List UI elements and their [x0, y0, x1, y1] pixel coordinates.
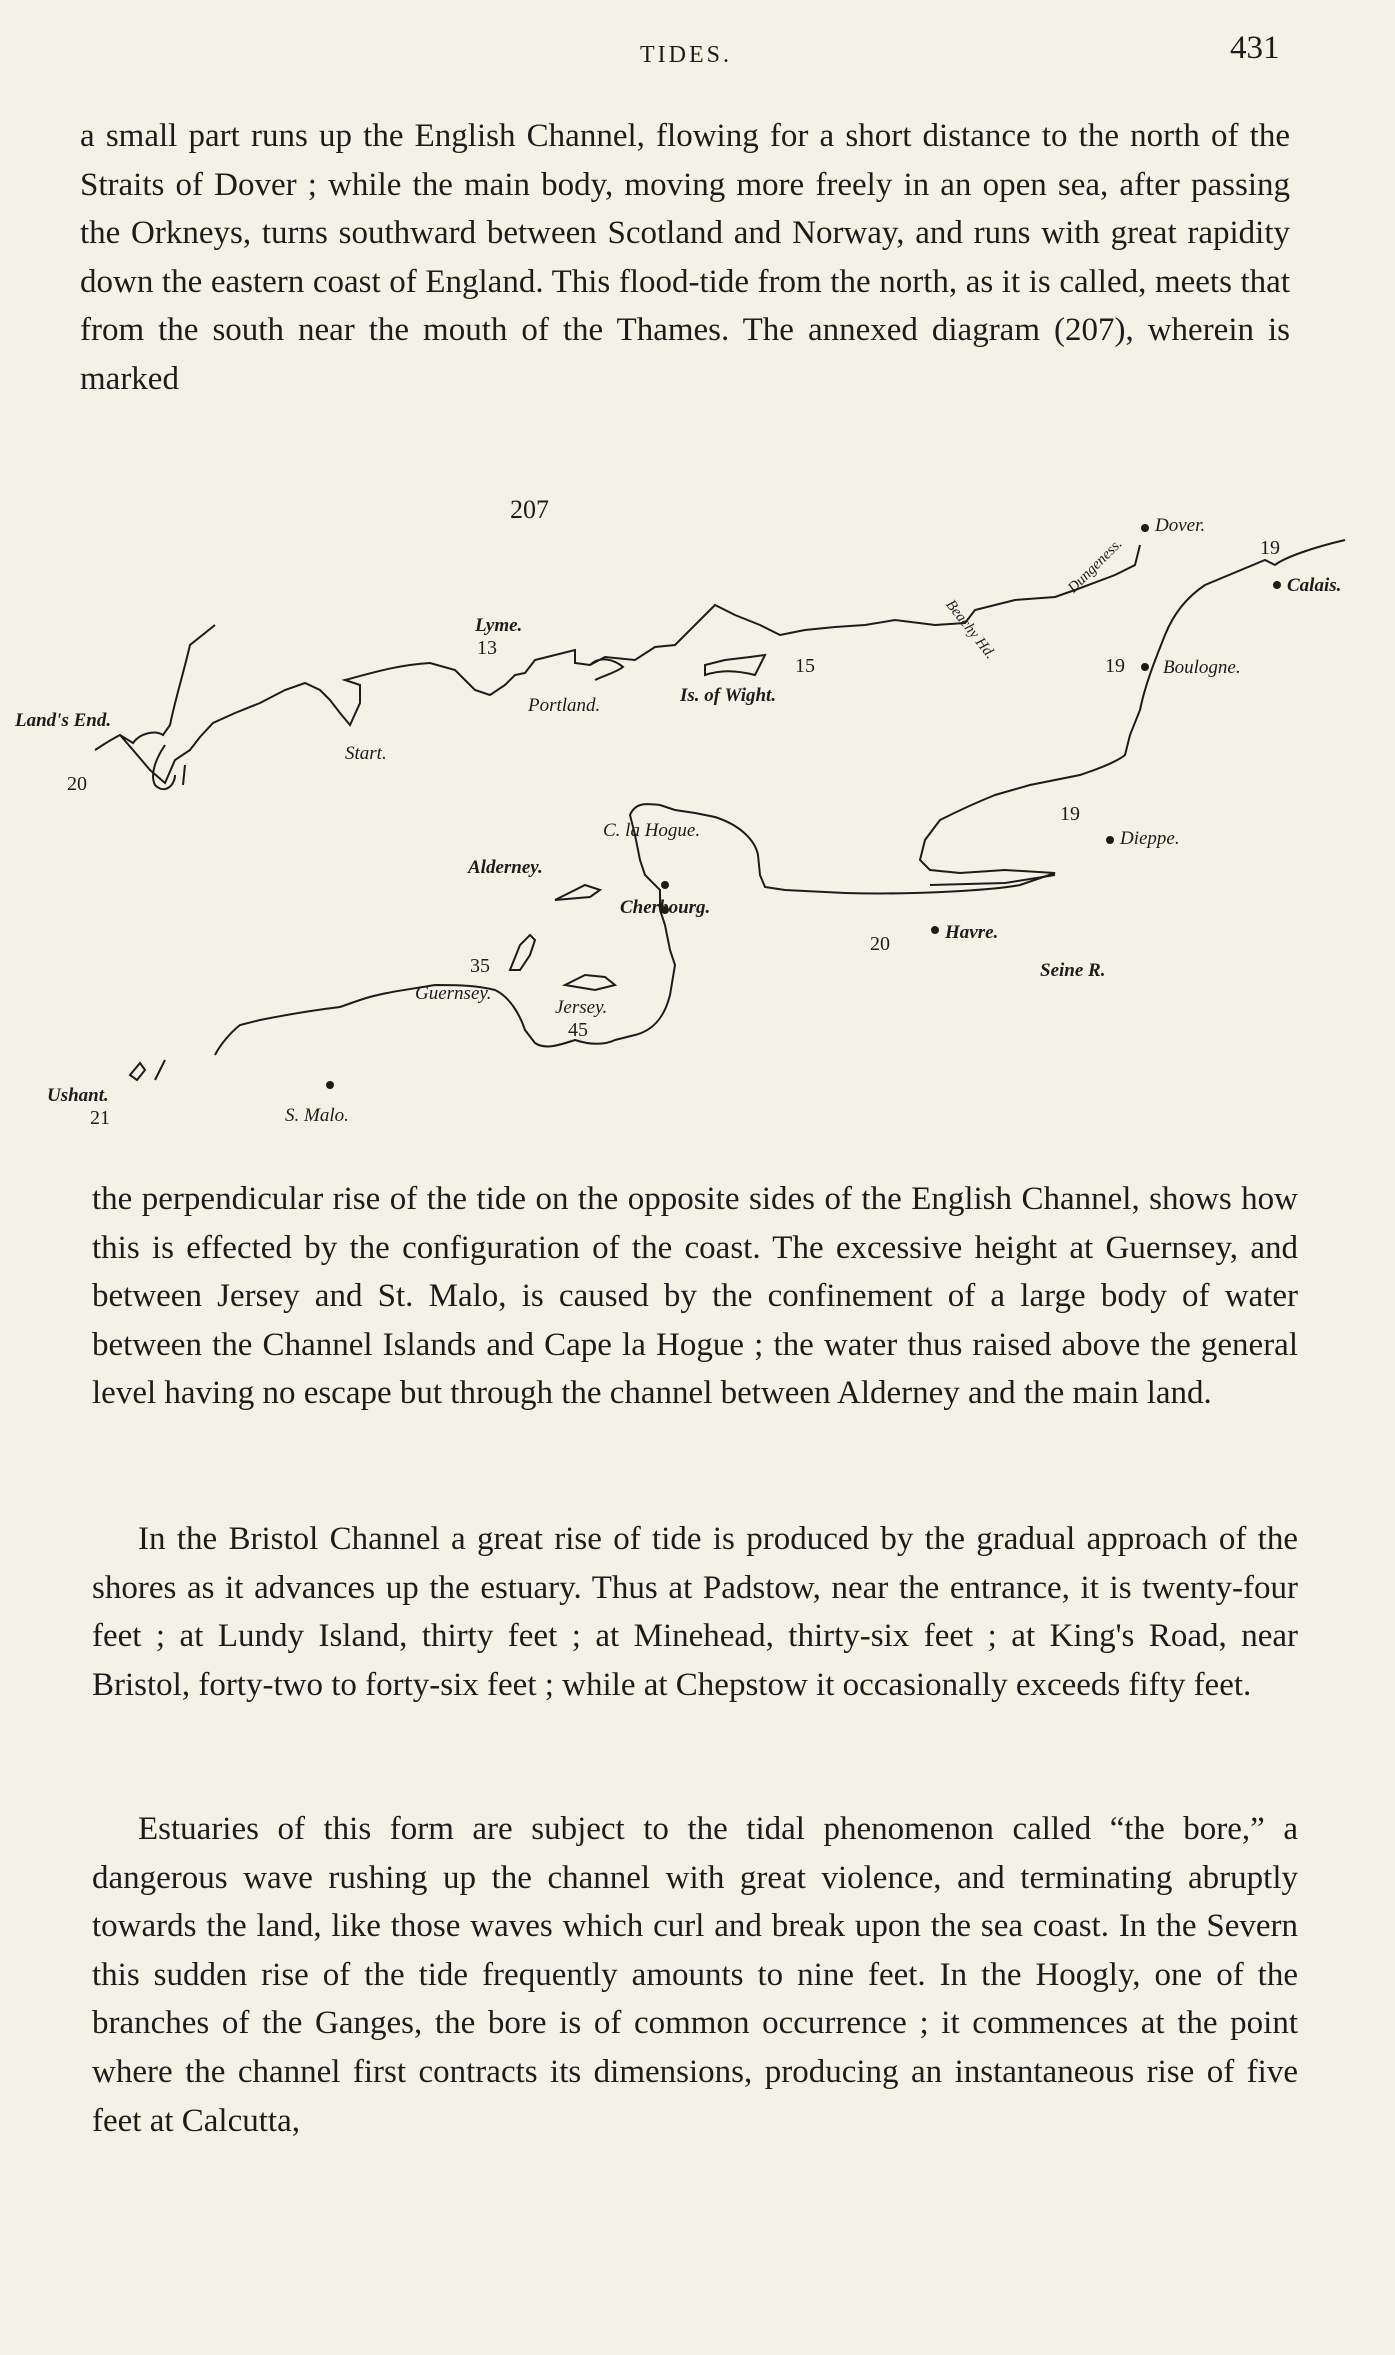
tide-lands-end: 20: [67, 773, 87, 795]
label-havre: Havre.: [945, 922, 999, 943]
jersey-outline: [565, 975, 615, 990]
tide-dover: 19: [1260, 537, 1280, 559]
tide-dieppe: 19: [1060, 803, 1080, 825]
label-ushant: Ushant.: [47, 1085, 109, 1106]
label-calais: Calais.: [1287, 575, 1342, 596]
label-portland: Portland.: [528, 695, 601, 716]
label-st-malo: S. Malo.: [285, 1105, 349, 1126]
label-cherbourg: Cherbourg.: [620, 897, 711, 918]
coastline-drawing: [15, 485, 1395, 1145]
page-number: 431: [1230, 30, 1280, 66]
label-isle-of-wight: Is. of Wight.: [680, 685, 777, 706]
tide-jersey: 45: [568, 1019, 588, 1041]
label-dungeness: Dungeness.: [1065, 535, 1126, 597]
tide-boulogne: 19: [1105, 655, 1125, 677]
label-seine: Seine R.: [1040, 960, 1106, 981]
label-guernsey: Guernsey.: [415, 983, 492, 1004]
label-lyme: Lyme.: [475, 615, 523, 636]
paragraph-4: Estuaries of this form are subject to the tidal phenomenon called “the bore,” a dangerous wave rushing up the channel with great violence, and terminating abruptly towards the land, like those waves which curl and break upon the sea coast. In the Severn this sudden rise of the tide frequently amounts to nine feet. In the Hoogly, one of the branches of the Ganges, the bore is of common occurrence ; it commences at the point where the channel first contracts its dimensions, producing an instantaneous rise of five feet at Calcutta,: [92, 1811, 1298, 2139]
label-boulogne: Boulogne.: [1163, 657, 1241, 678]
page-header: [0, 28, 1395, 68]
tide-lyme: 13: [477, 637, 497, 659]
french-coastline: [215, 540, 1345, 1055]
alderney-outline: [555, 885, 600, 900]
label-lands-end: Land's End.: [15, 710, 112, 731]
tide-guernsey: 35: [470, 955, 490, 977]
label-dieppe: Dieppe.: [1120, 828, 1180, 849]
label-jersey: Jersey.: [555, 997, 608, 1018]
tide-ushant: 21: [90, 1107, 110, 1129]
label-beachy: Beachy Hd.: [942, 597, 999, 662]
label-alderney: Alderney.: [468, 857, 543, 878]
label-start: Start.: [345, 743, 387, 764]
tide-wight: 15: [795, 655, 815, 677]
paragraph-2: the perpendicular rise of the tide on the opposite sides of the English Channel, shows how this is effected by the configuration of the coast. The excessive height at Guernsey, and between Jersey and St. Malo, is caused by the confinement of a large body of water between the Channel Islands and Cape la Hogue ; the water thus raised above the general level having no escape but through the channel between Alderney and the main land.: [92, 1181, 1298, 1412]
running-head: TIDES.: [640, 42, 732, 68]
paragraph-3: In the Bristol Channel a great rise of tide is produced by the gradual approach of the shores as it advances up the estuary. Thus at Padstow, near the entrance, it is twenty-four feet ; at Lundy Island, thirty feet ; at Minehead, thirty-six feet ; at King's Road, near Bristol, forty-two to forty-six feet ; while at Chepstow it occasionally exceeds fifty feet.: [92, 1521, 1298, 1703]
channel-tide-diagram: [15, 485, 1395, 1145]
tide-havre: 20: [870, 933, 890, 955]
isle-of-wight-outline: [705, 655, 765, 675]
figure-number: 207: [510, 495, 549, 524]
label-dover: Dover.: [1155, 515, 1206, 536]
paragraph-1: a small part runs up the English Channel, flowing for a short distance to the north of the Straits of Dover ; while the main body, moving more freely in an open sea, after passing the Orkneys, turns southward between Scotland and Norway, and runs with great rapidity down the eastern coast of England. This flood-tide from the north, as it is called, meets that from the south near the mouth of the Thames. The annexed diagram (207), wherein is marked: [80, 118, 1290, 397]
label-la-hogue: C. la Hogue.: [603, 820, 701, 841]
guernsey-outline: [510, 935, 535, 970]
